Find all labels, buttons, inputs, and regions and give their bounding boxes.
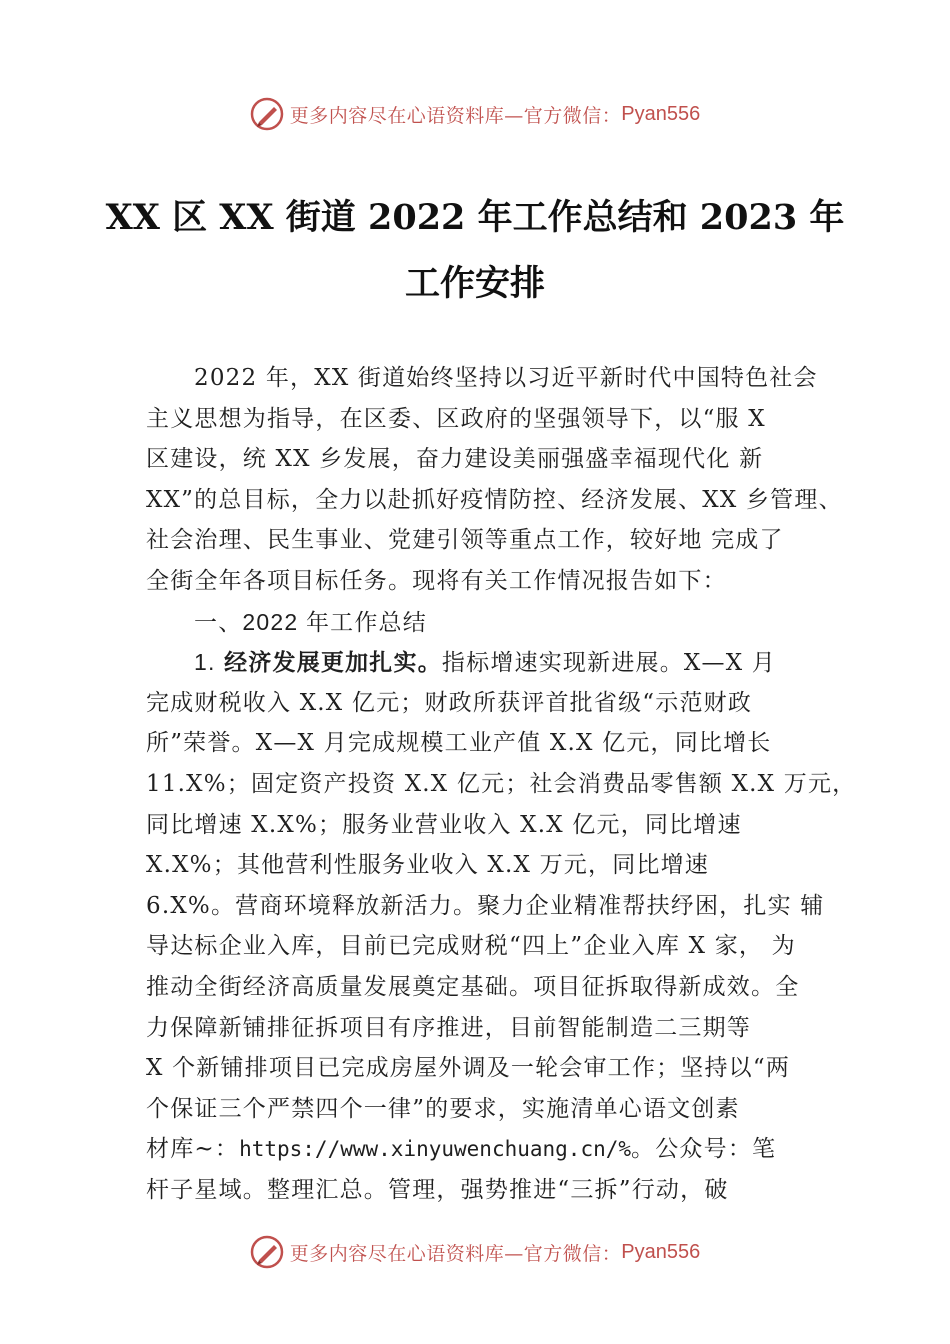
footer-watermark-banner (0, 1230, 950, 1274)
banner-text: 更多内容尽在心语资料库—官方微信： (289, 1242, 622, 1265)
document-title-line1: XX 区 XX 街道 2022 年工作总结和 2023 年 (105, 197, 845, 238)
paragraph-line: 2022 年，XX 街道始终坚持以习近平新时代中国特色社会 (194, 365, 818, 391)
item-bold-heading: 经济发展更加扎实。 (224, 649, 442, 677)
section-heading: 一、2022 年工作总结 (194, 608, 427, 635)
paragraph-line: 6.X%。营商环境释放新活力。聚力企业精准帮扶纾困，扎实 辅 (146, 892, 825, 919)
paragraph-line: 社会治理、民生事业、党建引领等重点工作，较好地 完成了 (146, 527, 784, 554)
banner-wechat-id: Pyan556 (621, 1240, 701, 1263)
banner-wechat-id: Pyan556 (621, 102, 701, 125)
paragraph-line: 导达标企业入库，目前已完成财税“四上”企业入库 X 家， 为 (146, 933, 796, 960)
url-line (146, 1129, 836, 1170)
url-suffix: 。公众号：笔 (631, 1136, 777, 1163)
paragraph-line: 杆子星域。整理汇总。管理，强势推进“三拆”行动，破 (146, 1176, 729, 1203)
website-url: https://www.xinyuwenchuang.cn/% (239, 1137, 632, 1162)
banner-text: 更多内容尽在心语资料库—官方微信： (289, 104, 622, 127)
paragraph-line: X 个新铺排项目已完成房屋外调及一轮会审工作；坚持以“两 (146, 1055, 791, 1082)
url-prefix: 材库~： (146, 1136, 240, 1163)
pen-logo-icon (250, 97, 284, 131)
item-number: 1. (194, 649, 216, 676)
item-heading-rest: 指标增速实现新进展。X—X 月 (441, 650, 776, 677)
paragraph-line: 完成财税收入 X.X 亿元；财政所获评首批省级“示范财政 (146, 689, 753, 716)
paragraph-line: X.X%；其他营利性服务业收入 X.X 万元，同比增速 (146, 852, 709, 879)
paragraph-line: 推动全街经济高质量发展奠定基础。项目征拆取得新成效。全 (146, 973, 800, 1000)
paragraph-line: 力保障新铺排征拆项目有序推进，目前智能制造二三期等 (146, 1014, 751, 1041)
paragraph-line: 同比增速 X.X%；服务业营业收入 X.X 亿元，同比增速 (146, 811, 742, 838)
header-watermark-banner (0, 92, 950, 136)
document-body (146, 358, 857, 1210)
paragraph-line: XX”的总目标，全力以赴抓好疫情防控、经济发展、XX 乡管理、 (146, 486, 843, 513)
paragraph-line: 所”荣誉。X—X 月完成规模工业产值 X.X 亿元，同比增长 (146, 730, 772, 757)
paragraph-line: 全街全年各项目标任务。现将有关工作情况报告如下： (146, 567, 727, 594)
paragraph-line: 区建设，统 XX 乡发展，奋力建设美丽强盛幸福现代化 新 (146, 446, 764, 473)
paragraph-line: 主义思想为指导，在区委、区政府的坚强领导下，以“服 X (146, 405, 766, 432)
pen-logo-icon (250, 1235, 284, 1269)
item-heading-line (146, 642, 836, 683)
document-title-line2: 工作安排 (404, 263, 545, 304)
paragraph-line: 11.X%；固定资产投资 X.X 亿元；社会消费品零售额 X.X 万元， (146, 770, 857, 797)
paragraph-line: 个保证三个严禁四个一律”的要求，实施清单心语文创素 (146, 1095, 740, 1122)
